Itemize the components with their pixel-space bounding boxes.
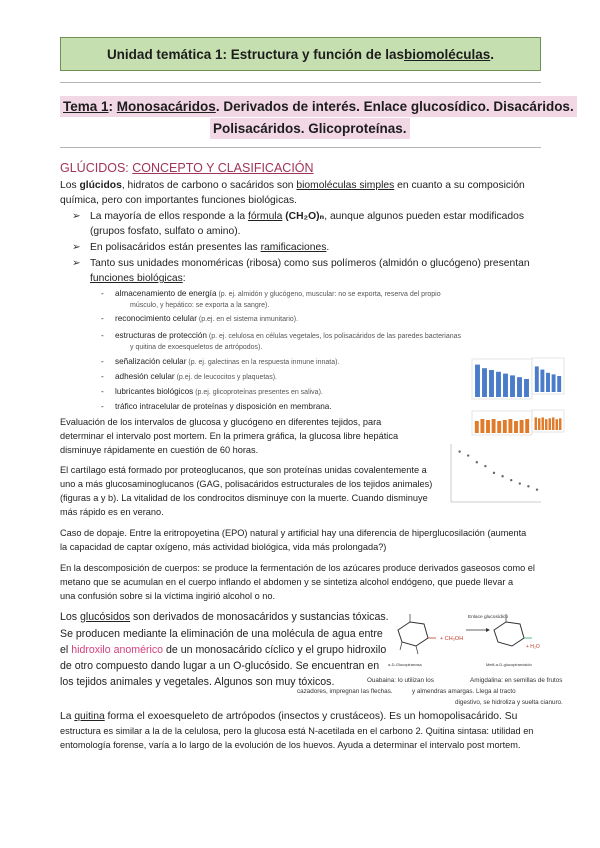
- reaction-arrow-label: Enlace glucosídico: [468, 615, 508, 620]
- evaluacion-line: determinar el intervalo post mortem. En la primera gráfica, la glucosa libre hepática: [60, 431, 399, 441]
- descomposicion-line: metano que se acumulan en el cuerpo inflando el abdomen y se sintetiza alcohol endógeno, que puede llevar a: [60, 577, 514, 587]
- intro-text: , hidratos de carbono o sacáridos son: [121, 180, 297, 191]
- function-main: señalización celular: [115, 357, 187, 366]
- ouabaina-note-2: cazadores, impregnan las flechas.: [297, 688, 393, 695]
- cartilago-line: El cartílago está formado por proteoglucanos, que son proteínas unidas covalentemente a: [60, 465, 427, 475]
- glucosidos-line-2: Se producen mediante la eliminación de una molécula de agua entre: [60, 628, 383, 640]
- chart-bar: [508, 419, 512, 433]
- glucosidos-line-4: de otro compuesto dando lugar a un O-glucósido. Se encuentran en: [60, 660, 380, 672]
- chart-bar: [559, 418, 561, 430]
- tema-rest: . Derivados de interés. Enlace glucosídico. Disacáridos.: [215, 99, 574, 114]
- scatter-point: [467, 454, 469, 456]
- function-note: (p. ej. galectinas en la respuesta inmune innata).: [186, 359, 340, 366]
- tema-monosacaridos-link[interactable]: Monosacáridos: [116, 99, 216, 114]
- function-main: tráfico intracelular de proteínas y disposición en membrana.: [115, 402, 332, 411]
- bullet-text: , aunque algunos pueden estar modificados: [324, 211, 525, 222]
- function-main: almacenamiento de energía: [115, 289, 217, 298]
- glucosidos-line-3: [60, 642, 386, 658]
- chart-bar: [503, 420, 507, 433]
- scatter-point: [476, 461, 478, 463]
- chart-bar: [482, 368, 487, 397]
- unit-title-link[interactable]: biomoléculas: [404, 46, 491, 62]
- dash-bullet: -: [101, 289, 104, 298]
- chart-bar: [525, 419, 529, 433]
- unit-title: [60, 37, 541, 71]
- chart-bar: [475, 365, 480, 397]
- ramificaciones-link[interactable]: ramificaciones: [260, 242, 327, 253]
- methanol-label: + CH₃OH: [440, 636, 464, 642]
- function-main: estructuras de protección: [115, 331, 207, 340]
- glucosidos-link[interactable]: glucósidos: [80, 611, 131, 623]
- evaluacion-line: Evaluación de los intervalos de glucosa y glucógeno en diferentes tejidos, para: [60, 417, 382, 427]
- divider: [60, 82, 541, 83]
- glucosidos-text: son derivados de monosacáridos y sustancias tóxicas.: [130, 611, 389, 623]
- bullet-text: :: [182, 273, 186, 284]
- unit-title-suffix: .: [490, 46, 495, 62]
- glucosidos-text: Los: [60, 611, 81, 623]
- arrow-bullet-icon: ➢: [72, 211, 81, 222]
- chart-bar: [517, 377, 522, 397]
- function-note: (p.ej. en el sistema inmunitario).: [196, 316, 299, 323]
- chart-bar: [520, 420, 524, 433]
- chart-bar: [542, 417, 544, 430]
- chart-bar: [492, 419, 496, 433]
- function-note-line-2: y quitina de exoesqueletos de artrópodos).: [130, 344, 263, 351]
- quitina-text: La: [60, 711, 75, 722]
- arrow-head-icon: [486, 628, 490, 632]
- bullet-funciones: [72, 256, 530, 271]
- glucidos-term: glúcidos: [79, 180, 122, 191]
- arrow-bullet-icon: ➢: [72, 242, 81, 253]
- bullet-text: En polisacáridos están presentes las: [90, 242, 261, 253]
- quitina-link[interactable]: quitina: [74, 711, 105, 722]
- cartilago-line: más rápido es en verano.: [60, 507, 164, 517]
- chart-bar: [552, 417, 554, 430]
- biomoleculas-link[interactable]: biomoléculas simples: [296, 180, 395, 191]
- chart-bar: [496, 372, 501, 397]
- scatter-point: [527, 485, 529, 487]
- water-label: + H₂O: [526, 644, 540, 650]
- chart-bar: [535, 366, 539, 392]
- glucosidos-text: de un monosacárido cíclico y el grupo hidroxilo: [163, 644, 387, 656]
- dopaje-line: Caso de dopaje. Entre la eritropoyetina (EPO) natural y artificial hay una diferencia de hiperglucosilación (aumenta: [60, 528, 527, 538]
- glucosidos-line-1: [60, 609, 389, 625]
- section-heading-link[interactable]: CONCEPTO Y CLASIFICACIÓN: [132, 161, 314, 175]
- chart-bar: [480, 419, 484, 433]
- chart-bar: [489, 370, 494, 397]
- dash-bullet: -: [101, 331, 104, 340]
- amigdalina-note-2: y almendras amargas. Llega al tracto: [412, 688, 516, 695]
- glucose-chart-figure: [530, 352, 566, 452]
- dash-bullet: -: [101, 314, 104, 323]
- descomposicion-line: En la descomposición de cuerpos: se produce la fermentación de los azúcares produce derivados gaseosos como el: [60, 563, 535, 573]
- chart-bar: [540, 370, 544, 392]
- intro-text: Los: [60, 180, 80, 191]
- amigdalina-note-1: Amigdalina: en semillas de frutos: [470, 677, 563, 684]
- chart-panel: [472, 359, 532, 399]
- bullet-text: .: [326, 242, 330, 253]
- bullet-funciones-line-2: [90, 271, 186, 286]
- function-main: lubricantes biológicos: [115, 387, 194, 396]
- chart-bar: [514, 421, 518, 433]
- amigdalina-note-3: digestivo, se hidroliza y suelta cianuro.: [455, 699, 563, 706]
- section-heading: [60, 161, 314, 175]
- unit-title-prefix: Unidad temática 1: Estructura y función de las: [106, 46, 405, 62]
- intro-line-2: química, pero con importantes funciones biológicas.: [60, 195, 297, 206]
- dash-bullet: -: [101, 372, 104, 381]
- function-note: (p.ej. glicoproteínas presentes en saliva).: [193, 389, 323, 396]
- function-item: [101, 313, 299, 326]
- chart-bar: [503, 374, 508, 397]
- function-item: [101, 356, 340, 369]
- section-heading-a: GLÚCIDOS:: [60, 161, 133, 175]
- scatter-point: [510, 479, 512, 481]
- hidroxilo-anomerico: hidroxilo anomérico: [71, 644, 164, 656]
- formula-link[interactable]: fórmula: [247, 211, 283, 222]
- scatter-point: [536, 488, 538, 490]
- quitina-line-1: [60, 709, 545, 724]
- function-item: [101, 371, 277, 384]
- glucopyranose-ring: [398, 614, 436, 654]
- function-main: adhesión celular: [115, 372, 175, 381]
- descomposicion-line: una confusión sobre si la víctima ingirió alcohol o no.: [60, 591, 276, 601]
- chart-bar: [552, 374, 556, 392]
- bullet-text: La mayoría de ellos responde a la: [90, 211, 248, 222]
- product-caption: Metil-α-D-glucopiranósido: [486, 662, 532, 667]
- function-note-line-2: músculo, y hepático: se exporta a la sangre).: [130, 302, 270, 309]
- intro-line-1: [60, 178, 545, 193]
- chart-bar: [557, 376, 561, 392]
- divider: [60, 147, 541, 148]
- tema-colon: :: [108, 99, 117, 114]
- chart-bar: [475, 421, 479, 433]
- dash-bullet: -: [101, 387, 104, 396]
- glycosidic-bond-reaction-figure: [388, 608, 543, 670]
- quitina-line-2: estructura es similar a la de la celulosa, pero la glucosa está N-acetilada en el carbono 2. Quitina sintasa: utilidad en: [60, 726, 534, 736]
- glucosidos-text: el: [60, 644, 72, 656]
- scatter-point: [484, 465, 486, 467]
- scatter-point: [501, 475, 503, 477]
- chart-bar: [486, 420, 490, 433]
- chart-bar: [535, 417, 537, 430]
- bullet-formula: [72, 209, 524, 224]
- tema-title-line-1: [60, 96, 577, 117]
- chondrocyte-viability-plot: [445, 440, 545, 510]
- scatter-point: [458, 450, 460, 452]
- arrow-bullet-icon: ➢: [72, 258, 81, 269]
- function-main: reconocimiento celular: [115, 314, 197, 323]
- evaluacion-line: disminuye rápidamente en cuestión de 60 horas.: [60, 445, 259, 455]
- dash-bullet: -: [101, 402, 104, 411]
- intro-text: en cuanto a su composición: [394, 180, 525, 191]
- funciones-biologicas-link[interactable]: funciones biológicas: [90, 273, 183, 284]
- bullet-text: Tanto sus unidades monoméricas (ribosa) como sus polímeros (almidón o glucógeno) presentan: [90, 258, 530, 269]
- quitina-line-3: entomología forense, varía a lo largo de la evolución de los huevos. Ayuda a determinar el intervalo post mortem.: [60, 740, 521, 750]
- dash-bullet: -: [101, 357, 104, 366]
- function-note: (p.ej. de leucocitos y plaquetas).: [174, 374, 277, 381]
- quitina-text: forma el exoesqueleto de artrópodos (insectos y crustáceos). Es un homopolisacárido. Su: [104, 711, 518, 722]
- bullet-formula-line-2: (grupos fosfato, sulfato o amino).: [90, 226, 241, 237]
- function-note: (p. ej. celulosa en células vegetales, los polisacáridos de las paredes bacterianas: [206, 333, 462, 340]
- scatter-point: [519, 482, 521, 484]
- cartilago-line: (figuras a y b). La vitalidad de los condrocitos disminuye con la muerte. Cuando disminuye: [60, 493, 428, 503]
- chart-bar: [556, 419, 558, 430]
- chart-bar: [546, 373, 550, 392]
- cartilago-line: uno a más glucosaminoglucanos (GAG, polisacáridos estructurales de los tejidos animales): [60, 479, 433, 489]
- chart-bar: [549, 418, 551, 430]
- scatter-point: [493, 472, 495, 474]
- tema-label[interactable]: Tema 1: [63, 99, 109, 114]
- chart-bar: [538, 418, 540, 430]
- chart-bar: [524, 379, 529, 397]
- ouabaina-note-1: Ouabaina: lo utilizan los: [367, 677, 434, 684]
- chart-bar: [545, 419, 547, 430]
- dopaje-line: la capacidad de captar oxígeno, más actividad biológica, vida más prolongada?): [60, 542, 387, 552]
- function-note: (p. ej. almidón y glucógeno, muscular: no se exporta, reserva del propio: [216, 291, 441, 298]
- reactant-caption: α-D-Glucopiranosa: [388, 662, 422, 667]
- glucosidos-line-5: los tejidos animales y vegetales. Algunos son muy tóxicos.: [60, 676, 335, 688]
- function-item: [101, 386, 323, 399]
- chart-bar: [497, 421, 501, 433]
- function-item: [101, 401, 332, 413]
- bullet-ramificaciones: [72, 240, 329, 255]
- chart-bar: [510, 375, 515, 397]
- formula: (CH₂O)ₙ: [285, 211, 325, 222]
- tema-title-line-2: Polisacáridos. Glicoproteínas.: [210, 118, 410, 139]
